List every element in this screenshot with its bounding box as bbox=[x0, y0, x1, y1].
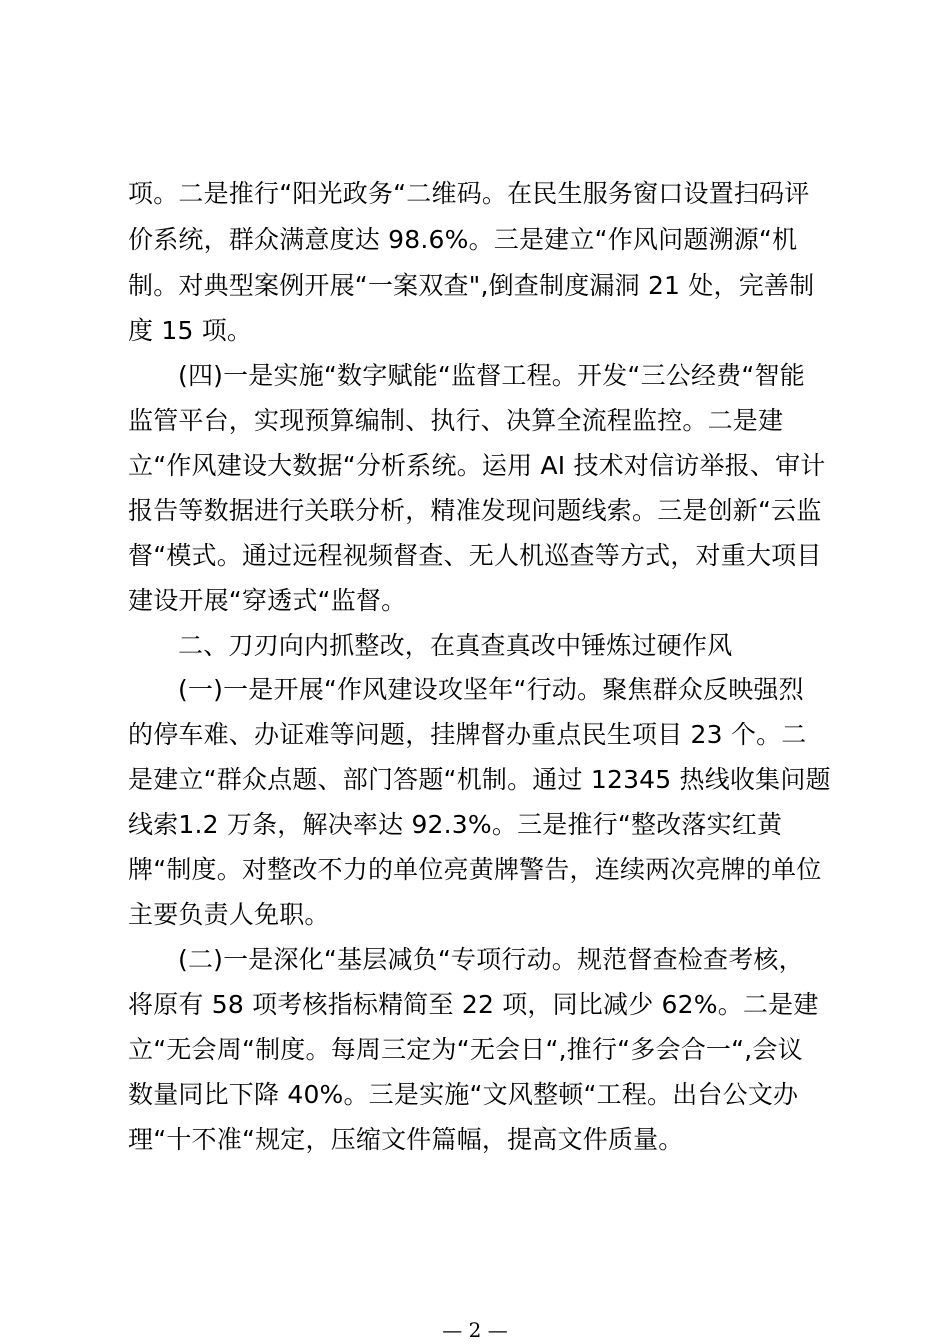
page-number: — 2 — bbox=[442, 1318, 508, 1342]
body-line: 制。对典型案例开展“一案双查",倒查制度漏洞 21 处，完善制 bbox=[128, 271, 815, 300]
body-line: 主要负责人免职。 bbox=[128, 900, 330, 929]
body-line: 的停车难、办证难等问题，挂牌督办重点民生项目 23 个。二 bbox=[128, 720, 807, 749]
body-line: 价系统，群众满意度达 98.6%。三是建立“作风问题溯源“机 bbox=[128, 225, 798, 254]
body-line: 将原有 58 项考核指标精简至 22 项，同比减少 62%。二是建 bbox=[128, 990, 819, 1019]
paragraph-start-line: (四)一是实施“数字赋能“监督工程。开发“三公经费“智能 bbox=[178, 361, 805, 390]
paragraph-start-line: (二)一是深化“基层减负“专项行动。规范督查检查考核， bbox=[178, 945, 804, 974]
paragraph-start-line: (一)一是开展“作风建设攻坚年“行动。聚焦群众反映强烈 bbox=[178, 675, 804, 704]
body-line: 理“十不准“规定，压缩文件篇幅，提高文件质量。 bbox=[128, 1125, 684, 1154]
section-heading: 二、刀刃向内抓整改，在真查真改中锤炼过硬作风 bbox=[178, 631, 733, 660]
body-line: 报告等数据进行关联分析，精准发现问题线索。三是创新“云监 bbox=[128, 496, 822, 525]
body-line: 是建立“群众点题、部门答题“机制。通过 12345 热线收集问题 bbox=[128, 765, 831, 794]
body-line: 监管平台，实现预算编制、执行、决算全流程监控。二是建 bbox=[128, 406, 784, 435]
body-line: 数量同比下降 40%。三是实施“文风整顿“工程。出台公文办 bbox=[128, 1080, 799, 1109]
body-line: 牌“制度。对整改不力的单位亮黄牌警告，连续两次亮牌的单位 bbox=[128, 855, 822, 884]
body-line: 建设开展“穿透式“监督。 bbox=[128, 586, 407, 615]
body-line: 度 15 项。 bbox=[128, 316, 253, 345]
body-line: 项。二是推行“阳光政务“二维码。在民生服务窗口设置扫码评 bbox=[128, 179, 810, 208]
body-line: 督“模式。通过远程视频督查、无人机巡查等方式，对重大项目 bbox=[128, 541, 822, 570]
body-line: 线索1.2 万条，解决率达 92.3%。三是推行“整改落实红黄 bbox=[128, 810, 783, 839]
body-line: 立“作风建设大数据“分析系统。运用 AI 技术对信访举报、审计 bbox=[128, 451, 826, 480]
body-line: 立“无会周“制度。每周三定为“无会日“,推行“多会合一“,会议 bbox=[128, 1035, 803, 1064]
